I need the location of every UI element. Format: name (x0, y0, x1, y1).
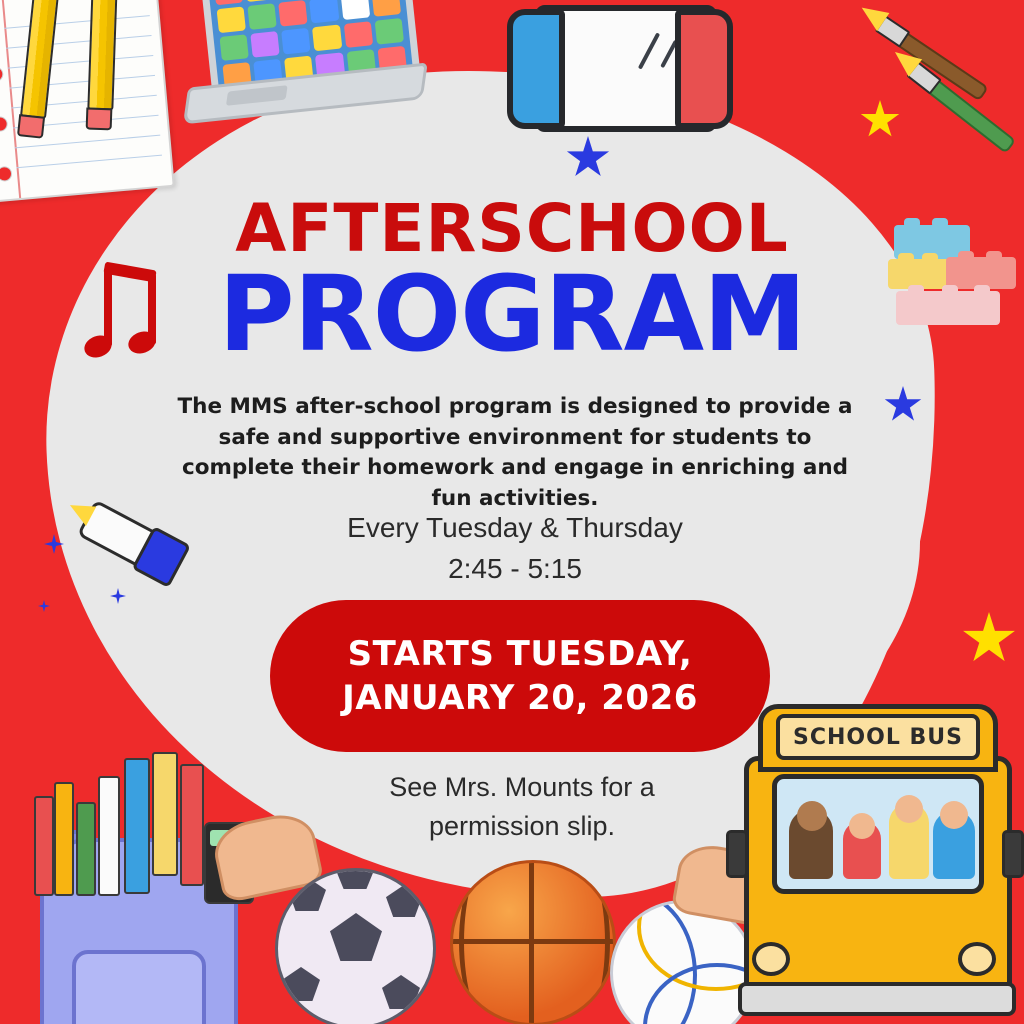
permission-slip-note (272, 768, 772, 846)
page-title-line-2: PROGRAM (218, 253, 806, 375)
schedule-time: 2:45 - 5:15 (448, 552, 582, 584)
permission-slip-line-2: permission slip. (428, 811, 616, 842)
page-title-line-1: AFTERSCHOOL (235, 190, 789, 267)
bus-sign-label: SCHOOL BUS (793, 724, 963, 750)
program-description: The MMS after-school program is designed to provide a safe and supportive environment for students to complete their homework and engage in enriching and fun activities. (177, 394, 853, 511)
start-date-line-2: JANUARY 20, 2026 (342, 678, 698, 718)
schedule-days: Every Tuesday & Thursday (347, 512, 683, 543)
permission-slip-line-1: See Mrs. Mounts for a (389, 772, 655, 802)
schedule-block (160, 508, 870, 589)
start-date-badge (270, 600, 770, 752)
start-date-line-1: STARTS TUESDAY, (347, 633, 693, 674)
